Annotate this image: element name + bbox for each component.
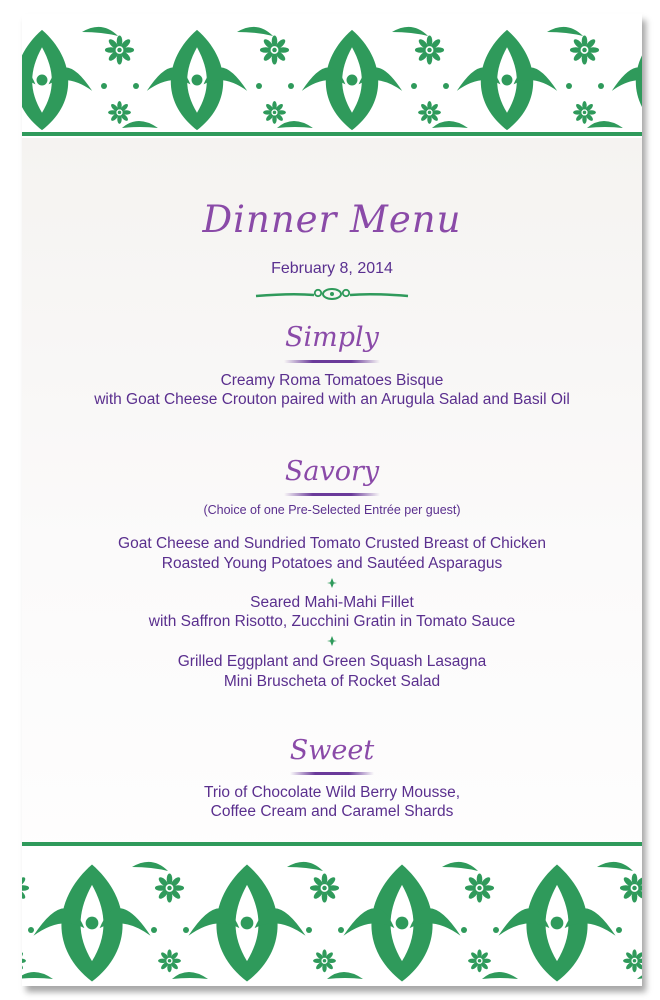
savory-option-2-line-1: Seared Mahi-Mahi Fillet bbox=[250, 594, 414, 611]
section-heading-simply: Simply bbox=[285, 322, 379, 353]
flower-motif-icon bbox=[260, 35, 289, 64]
savory-option-3-line-2: Mini Bruscheta of Rocket Salad bbox=[223, 673, 441, 690]
damask-border-bottom bbox=[22, 842, 642, 986]
damask-leaf-icon bbox=[22, 30, 92, 130]
sweet-line-1: Trio of Chocolate Wild Berry Mousse, bbox=[203, 784, 461, 801]
section-heading-sweet: Sweet bbox=[289, 735, 375, 766]
flower-motif-icon bbox=[310, 873, 339, 902]
flower-motif-icon bbox=[263, 101, 286, 124]
damask-pattern-bottom bbox=[22, 846, 642, 986]
flower-motif-icon bbox=[468, 949, 491, 972]
menu-date: February 8, 2014 bbox=[271, 260, 393, 277]
flower-motif-icon bbox=[415, 35, 444, 64]
savory-option-1-line-2: Roasted Young Potatoes and Sautéed Asparagus bbox=[161, 555, 503, 572]
damask-pattern-top bbox=[22, 14, 642, 134]
menu-title: Dinner Menu bbox=[202, 198, 462, 241]
flower-motif-icon bbox=[155, 873, 184, 902]
savory-option-2-line-2: with Saffron Risotto, Zucchini Gratin in Tomato Sauce bbox=[148, 613, 516, 630]
damask-leaf-icon bbox=[612, 30, 642, 130]
flower-motif-icon bbox=[573, 101, 596, 124]
diamond-separator-icon bbox=[327, 636, 337, 646]
damask-leaf-icon bbox=[302, 30, 402, 130]
flower-motif-icon bbox=[465, 873, 494, 902]
flower-motif-icon bbox=[620, 873, 642, 902]
border-line-top bbox=[22, 132, 642, 136]
heading-underline-simply bbox=[284, 360, 380, 363]
flower-motif-icon bbox=[418, 101, 441, 124]
flower-motif-icon bbox=[623, 949, 642, 972]
damask-border-top bbox=[22, 14, 642, 138]
sweet-line-2: Coffee Cream and Caramel Shards bbox=[210, 803, 454, 820]
ornament-divider-icon bbox=[252, 284, 412, 304]
heading-underline-sweet bbox=[290, 772, 374, 775]
damask-leaf-icon bbox=[147, 30, 247, 130]
flower-motif-icon bbox=[22, 949, 26, 972]
heading-underline-savory bbox=[284, 493, 380, 496]
simply-line-2: with Goat Cheese Crouton paired with an Arugula Salad and Basil Oil bbox=[94, 391, 570, 408]
simply-line-1: Creamy Roma Tomatoes Bisque bbox=[220, 372, 444, 389]
diamond-separator-icon bbox=[327, 578, 337, 588]
damask-leaf-icon bbox=[33, 864, 150, 981]
damask-leaf-icon bbox=[498, 864, 615, 981]
flower-motif-icon bbox=[105, 35, 134, 64]
savory-option-1-line-1: Goat Cheese and Sundried Tomato Crusted Breast of Chicken bbox=[118, 535, 546, 552]
flower-motif-icon bbox=[22, 873, 29, 902]
section-heading-savory: Savory bbox=[284, 456, 380, 487]
menu-card bbox=[22, 14, 642, 986]
flower-motif-icon bbox=[570, 35, 599, 64]
flower-motif-icon bbox=[158, 949, 181, 972]
savory-note: (Choice of one Pre-Selected Entrée per guest) bbox=[203, 503, 461, 517]
savory-option-3-line-1: Grilled Eggplant and Green Squash Lasagna bbox=[177, 653, 487, 670]
damask-leaf-icon bbox=[457, 30, 557, 130]
flower-motif-icon bbox=[313, 949, 336, 972]
damask-leaf-icon bbox=[343, 864, 460, 981]
flower-motif-icon bbox=[108, 101, 131, 124]
damask-leaf-icon bbox=[188, 864, 305, 981]
menu-content bbox=[22, 138, 642, 842]
